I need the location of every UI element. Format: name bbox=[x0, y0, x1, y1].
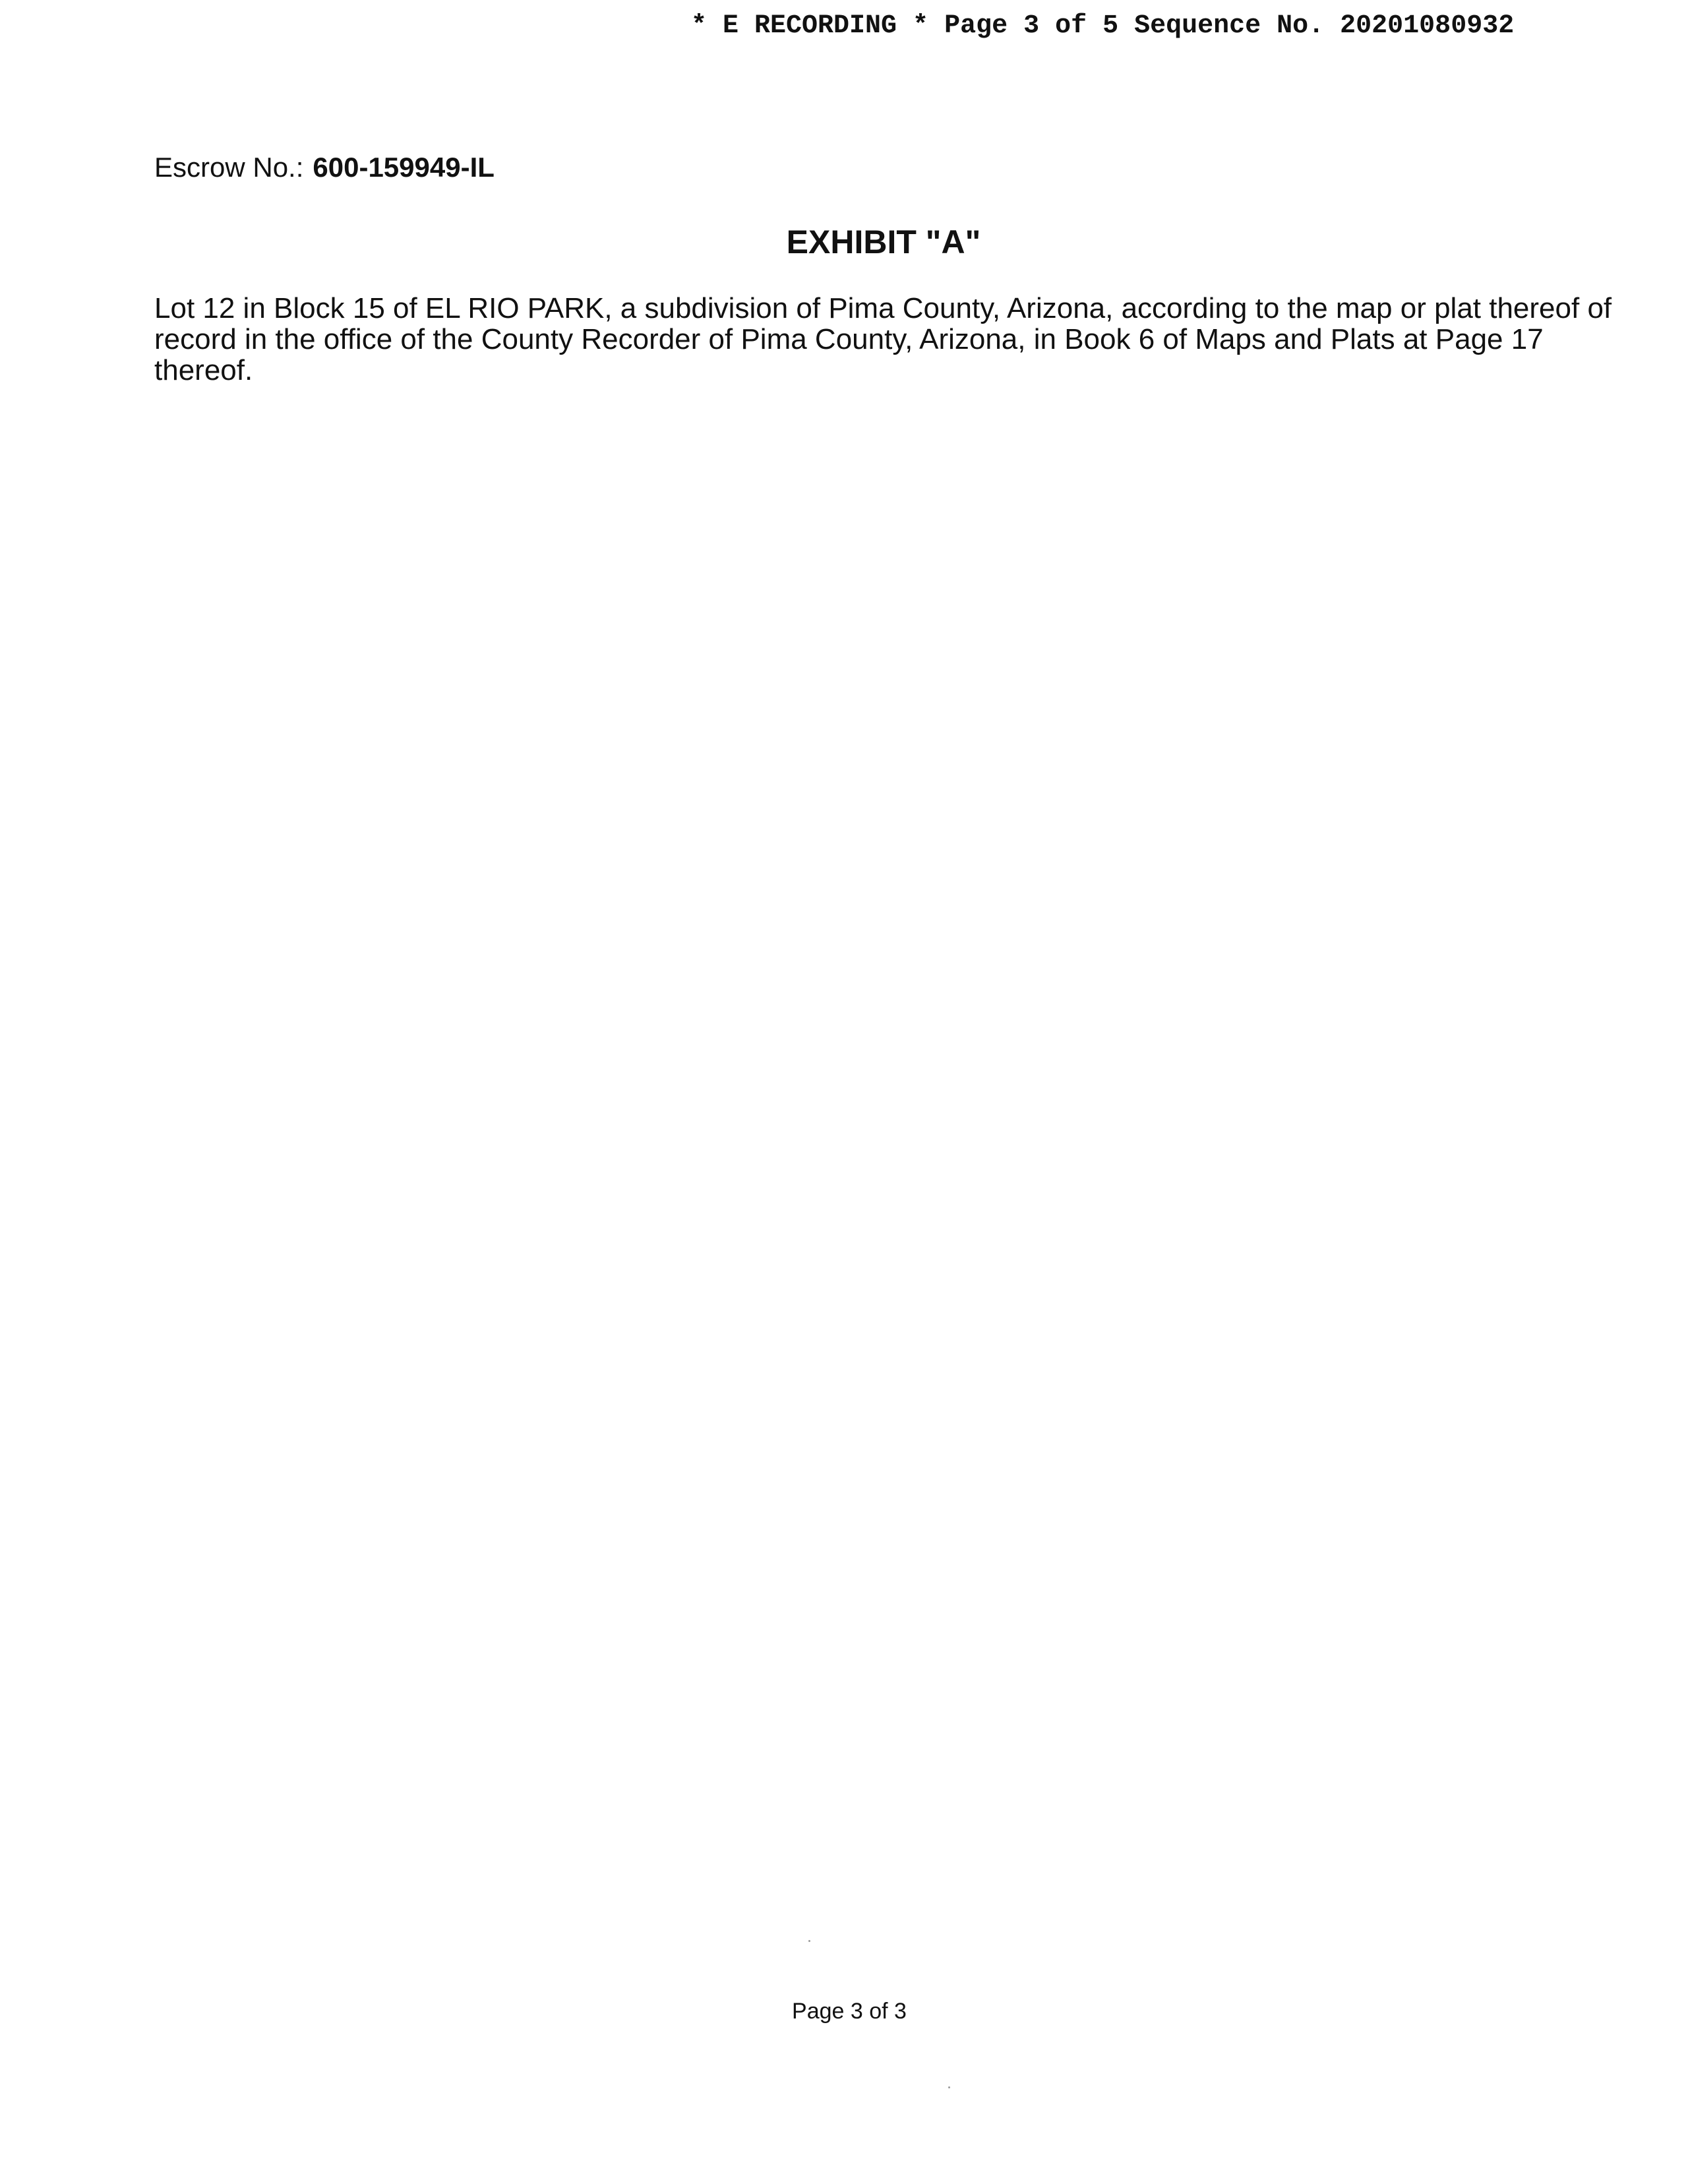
scan-speck bbox=[808, 1940, 810, 1942]
legal-description-line: record in the office of the County Recorder of Pima County, Arizona, in Book 6 of Maps and Plats at Page 17 bbox=[154, 323, 1544, 355]
exhibit-title: EXHIBIT "A" bbox=[786, 224, 981, 260]
escrow-label: Escrow No.: bbox=[154, 152, 304, 183]
legal-description-line: Lot 12 in Block 15 of EL RIO PARK, a subdivision of Pima County, Arizona, according to the map or plat thereof of bbox=[154, 292, 1612, 324]
legal-description-line: thereof. bbox=[154, 354, 253, 386]
legal-description bbox=[154, 292, 1612, 386]
scan-speck bbox=[948, 2086, 950, 2088]
escrow-number-line bbox=[154, 150, 495, 185]
escrow-number: 600-159949-IL bbox=[313, 152, 495, 183]
page-number-footer: Page 3 of 3 bbox=[792, 1999, 907, 2024]
recording-stamp-header: * E RECORDING * Page 3 of 5 Sequence No. 20201080932 bbox=[691, 11, 1515, 41]
